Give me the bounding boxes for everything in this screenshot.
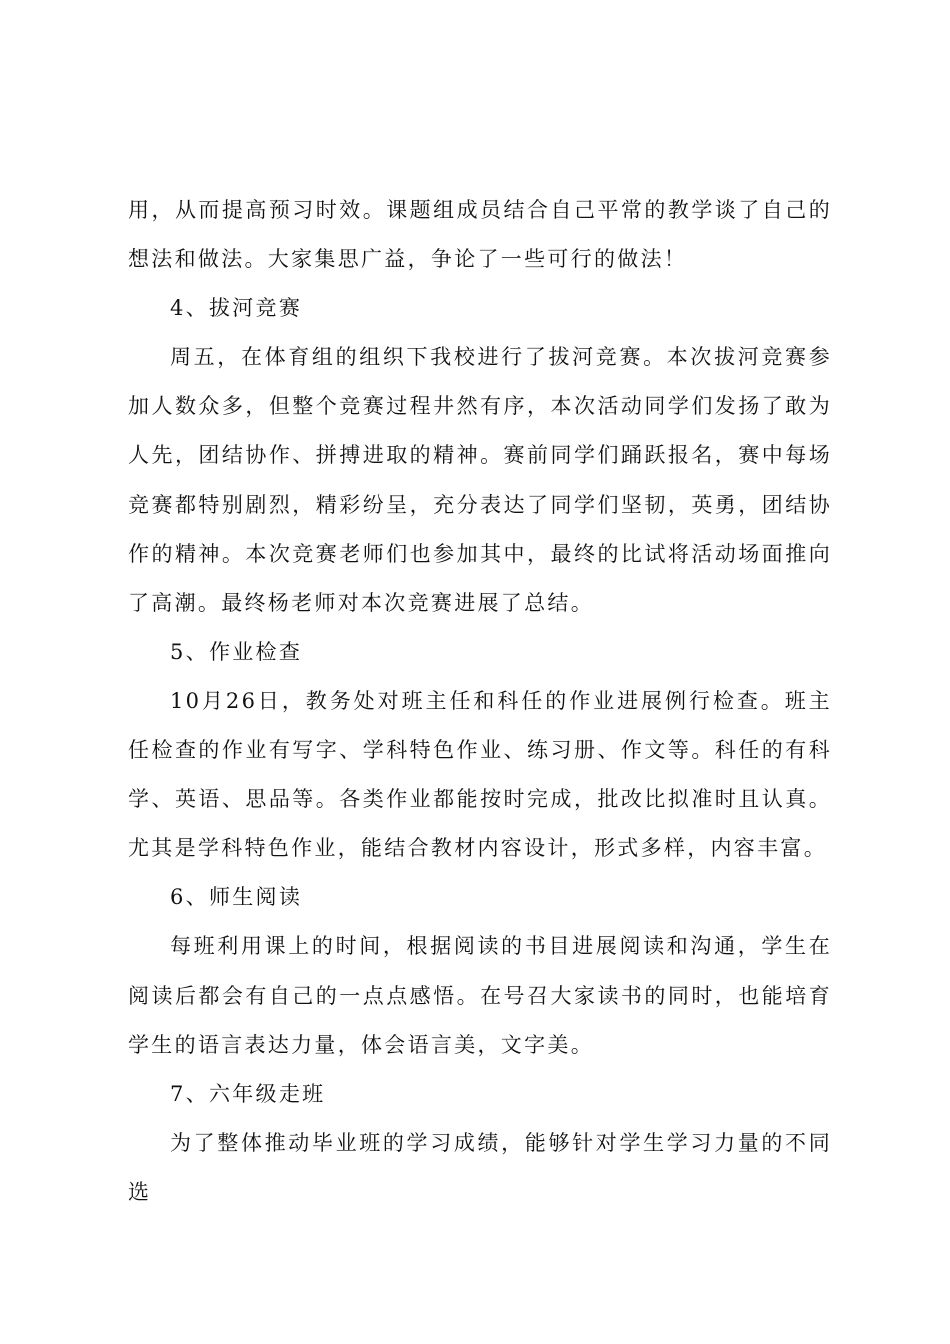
paragraph-grade-six: 为了整体推动毕业班的学习成绩，能够针对学生学习力量的不同选 <box>128 1130 832 1204</box>
document-body <box>128 186 832 1217</box>
paragraph-tug-of-war: 周五，在体育组的组织下我校进行了拔河竞赛。本次拔河竞赛参加人数众多，但整个竞赛过程井然有序，本次活动同学们发扬了敢为人先，团结协作、拼搏进取的精神。赛前同学们踊跃报名，赛中每场竞赛都特别剧烈，精彩纷呈，充分表达了同学们坚韧，英勇，团结协作的精神。本次竞赛老师们也参加其中，最终的比试将活动场面推向了高潮。最终杨老师对本次竞赛进展了总结。 <box>128 345 832 615</box>
section-heading-grade-six: 7、六年级走班 <box>170 1081 326 1106</box>
section-heading-homework-check: 5、作业检查 <box>170 639 303 664</box>
section-heading-tug-of-war: 4、拔河竞赛 <box>170 296 303 321</box>
section-heading-reading: 6、师生阅读 <box>170 885 303 910</box>
paragraph-reading: 每班利用课上的时间，根据阅读的书目进展阅读和沟通，学生在阅读后都会有自己的一点点感悟。在号召大家读书的同时，也能培育学生的语言表达力量，体会语言美，文字美。 <box>128 934 832 1057</box>
paragraph-continuation: 用，从而提高预习时效。课题组成员结合自己平常的教学谈了自己的想法和做法。大家集思广益，争论了一些可行的做法！ <box>128 198 832 272</box>
paragraph-homework-check: 10月26日，教务处对班主任和科任的作业进展例行检查。班主任检查的作业有写字、学科特色作业、练习册、作文等。科任的有科学、英语、思品等。各类作业都能按时完成，批改比拟准时且认真。尤其是学科特色作业，能结合教材内容设计，形式多样，内容丰富。 <box>128 688 832 861</box>
